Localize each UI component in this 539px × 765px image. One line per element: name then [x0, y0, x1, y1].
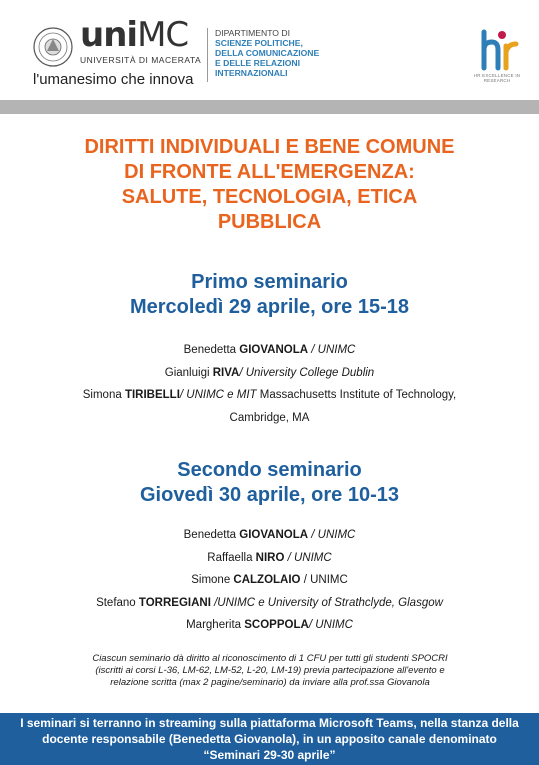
speaker-affiliation: / University College Dublin [239, 366, 375, 379]
speaker-line [20, 524, 519, 547]
speaker-line: Cambridge, MA [229, 411, 310, 424]
seminar1-heading [20, 270, 519, 320]
title-line: SALUTE, TECNOLOGIA, ETICA [121, 186, 418, 208]
title-line: DIRITTI INDIVIDUALI E BENE COMUNE [84, 136, 455, 158]
seminar2-date: Giovedì 30 aprile, ore 10-13 [139, 484, 399, 506]
department-line: INTERNAZIONALI [215, 68, 288, 78]
speaker-first-name: Raffaella [207, 551, 253, 564]
seminar1-date: Mercoledì 29 aprile, ore 15-18 [129, 296, 410, 318]
note-line: (iscritti ai corsi L-36, LM-62, LM-52, L-20, LM-19) previa partecipazione all'evento e [95, 665, 445, 676]
footer-line: I seminari si terranno in streaming sulla piattaforma Microsoft Teams, nella stanza della [20, 716, 519, 730]
department-line: SCIENZE POLITICHE, [215, 38, 303, 48]
speaker-line [20, 384, 519, 407]
speaker-last-name: CALZOLAIO [233, 574, 301, 586]
speaker-affiliation: / UNIMC [308, 344, 356, 356]
note-line: relazione scritta (max 2 pagine/seminario) da inviare alla prof.ssa Giovanola [110, 677, 430, 688]
seminar1-speakers [20, 339, 519, 429]
university-seal-icon [33, 27, 73, 67]
motto: l'umanesimo che innova [33, 71, 194, 88]
department-line: E DELLE RELAZIONI [215, 58, 300, 68]
speaker-last-name: GIOVANOLA [239, 344, 309, 356]
seminar1-title: Primo seminario [191, 271, 348, 293]
note-line: Ciascun seminario dà diritto al riconoscimento di 1 CFU per tutti gli studenti SPOCRI [92, 653, 448, 664]
footer-line: “Seminari 29-30 aprile” [203, 748, 336, 762]
speaker-line [20, 339, 519, 362]
speaker-affiliation-extra: Massachusetts Institute of Technology, [256, 389, 457, 401]
speaker-last-name: GIOVANOLA [239, 529, 309, 541]
header-band [0, 100, 539, 114]
seminar2-heading [20, 458, 519, 508]
title-line: PUBBLICA [217, 211, 322, 233]
department-name [215, 28, 375, 78]
speaker-first-name: Margherita [186, 619, 242, 631]
speaker-last-name: RIVA [212, 366, 240, 379]
header [0, 0, 539, 100]
speaker-line [20, 569, 519, 592]
hr-excellence-logo-icon [476, 28, 520, 72]
title-line: DI FRONTE ALL'EMERGENZA: [124, 161, 415, 183]
speaker-first-name: Stefano [96, 596, 136, 609]
divider [207, 28, 208, 82]
speaker-affiliation: / UNIMC e MIT [179, 389, 257, 401]
brand-light: MC [137, 15, 189, 55]
speaker-last-name: TIRIBELLI [124, 389, 180, 401]
speaker-first-name: Benedetta [183, 344, 237, 356]
event-title [20, 135, 519, 235]
speaker-line [20, 362, 519, 385]
department-line: DELLA COMUNICAZIONE [215, 48, 320, 58]
seminar2-title: Secondo seminario [177, 459, 362, 481]
speaker-affiliation: / UNIMC [308, 529, 356, 541]
brand-bold: uni [80, 15, 138, 55]
university-logo [80, 15, 189, 55]
speaker-line [20, 592, 519, 615]
hr-logo-caption: HR EXCELLENCE IN RESEARCH [473, 73, 521, 83]
speaker-first-name: Simone [191, 574, 231, 586]
speaker-affiliation: / UNIMC [308, 619, 353, 631]
footer-line: docente responsabile (Benedetta Giovanola), in un apposito canale denominato [42, 732, 497, 746]
speaker-last-name: TORREGIANI [138, 596, 211, 609]
speaker-line [20, 614, 519, 637]
speaker-affiliation: /UNIMC e University of Strathclyde, Glasgow [210, 596, 443, 609]
speaker-affiliation: / UNIMC [300, 574, 348, 586]
seminar2-speakers [20, 524, 519, 637]
speaker-last-name: SCOPPOLA [244, 619, 309, 631]
speaker-affiliation: / UNIMC [284, 551, 332, 564]
speaker-first-name: Gianluigi [164, 366, 210, 379]
streaming-footer [0, 713, 539, 765]
university-name: UNIVERSITÀ DI MACERATA [80, 55, 202, 65]
department-label: DIPARTIMENTO DI [215, 28, 290, 38]
credits-note [50, 653, 490, 689]
speaker-line [20, 547, 519, 570]
speaker-first-name: Benedetta [183, 529, 237, 541]
speaker-first-name: Simona [82, 389, 122, 401]
speaker-last-name: NIRO [255, 551, 285, 564]
